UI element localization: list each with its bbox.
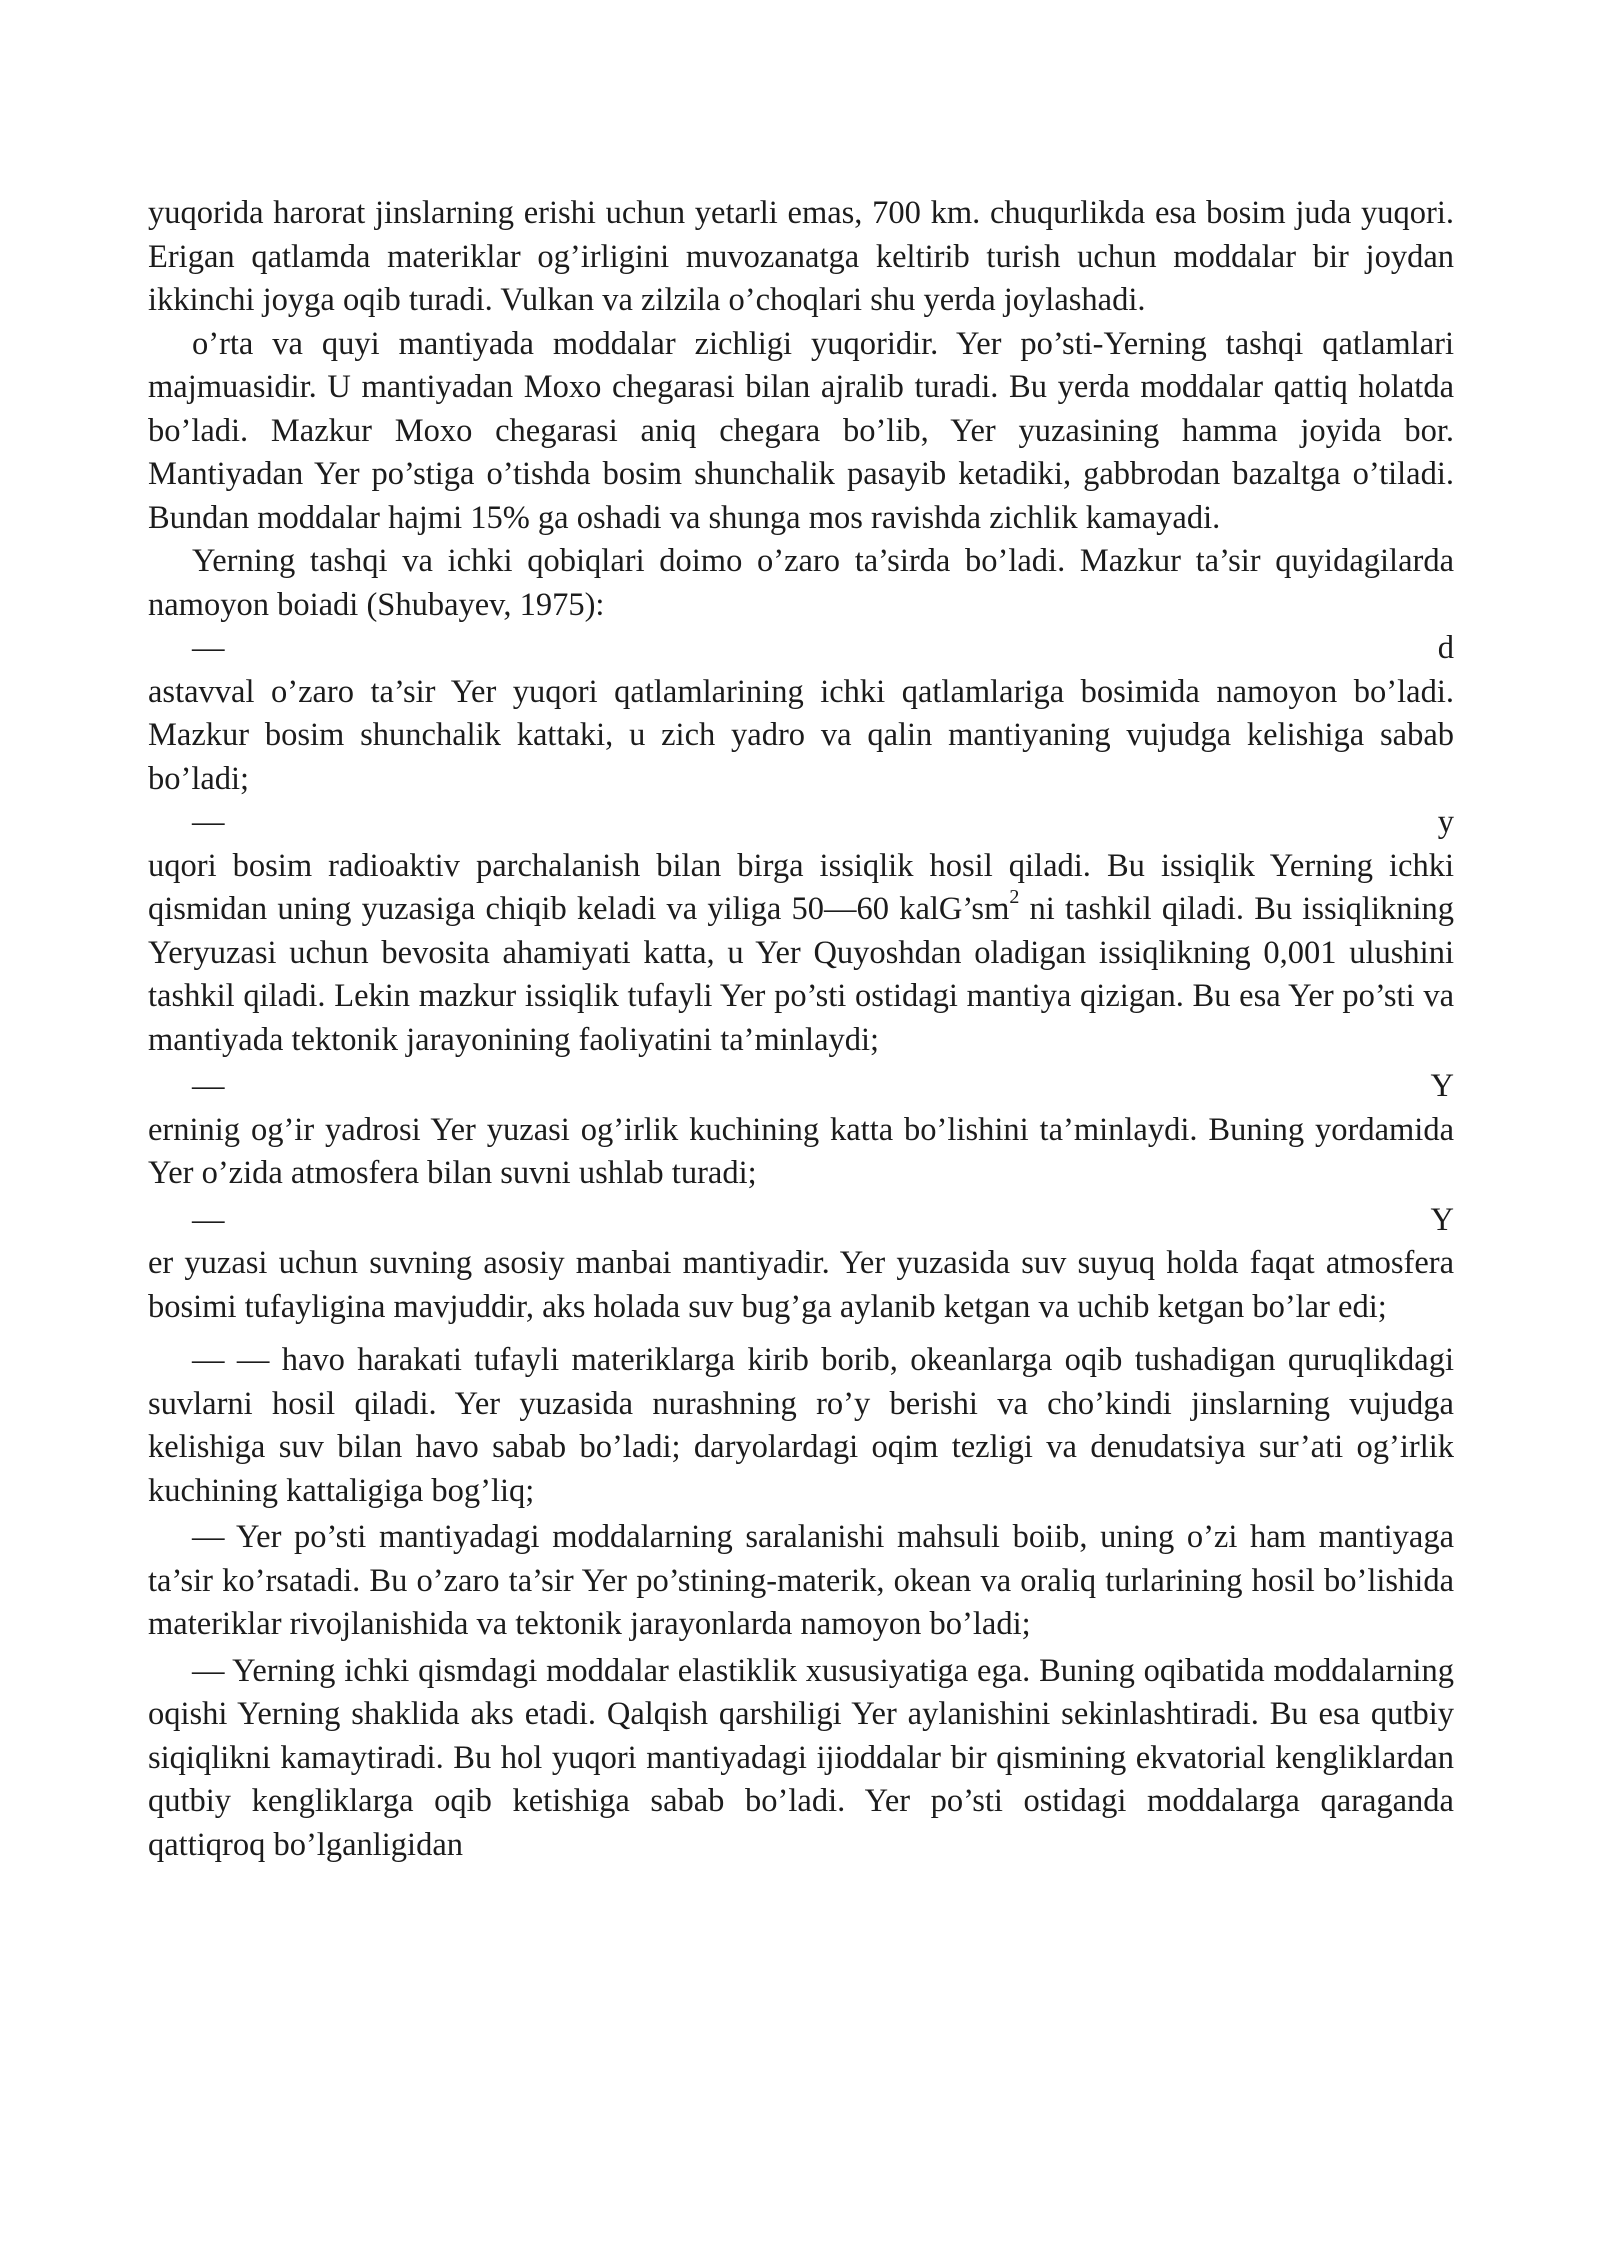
list-item — [148, 1199, 1454, 1330]
list-item-head — [148, 627, 1454, 671]
paragraph-6: — Yerning ichki qismdagi moddalar elastiklik xususiyatiga ega. Buning oqibatida moddalarning oqishi Yerning shaklida aks etadi. Qalqish qarshiligi Yer aylanishini sekinlashtiradi. Bu esa qutbiy siqiqlikni kamaytiradi. Bu hol yuqori mantiyadagi ijioddalar bir qismining ekvatorial kengliklardan qutbiy kengliklarga oqib ketishiga sabab bo’ladi. Yer po’sti ostidagi moddalarga qaraganda qattiqroq bo’lganligidan — [148, 1652, 1454, 1863]
superscript: 2 — [1009, 886, 1020, 909]
list-item-body: er yuzasi uchun suvning asosiy manbai mantiyadir. Yer yuzasida suv suyuq holda faqat atmosfera bosimi tufayligina mavjuddir, aks holada suv bug’ga aylanib ketgan va uchib ketgan bo’lar edi; — [148, 1245, 1454, 1325]
list-item — [148, 627, 1454, 801]
list-item-head — [148, 1065, 1454, 1109]
list-first-letter: y — [1437, 804, 1454, 840]
list-item-head — [148, 801, 1454, 845]
list-first-letter: Y — [1430, 1068, 1454, 1104]
paragraph-1: yuqorida harorat jinslarning erishi uchun yetarli emas, 700 km. chuqurlikda esa bosim juda yuqori. Erigan qatlamda materiklar og’irligini muvozanatga keltirib turish uchun moddalar bir joydan ikkinchi joyga oqib turadi. Vulkan va zilzila o’choqlari shu yerda joylashadi. — [148, 195, 1454, 318]
paragraph-5: — Yer po’sti mantiyadagi moddalarning saralanishi mahsuli boiib, uning o’zi ham mantiyaga ta’sir ko’rsatadi. Bu o’zaro ta’sir Yer po’stining-materik, okean va oraliq turlarining hosil bo’lishida materiklar rivojlanishida va tektonik jarayonlarda namoyon bo’ladi; — [148, 1519, 1454, 1642]
list-item-body — [148, 845, 1454, 1063]
paragraph-4: — — havo harakati tufayli materiklarga kirib borib, okeanlarga oqib tushadigan quruqlikdagi suvlarni hosil qiladi. Yer yuzasida nurashning ro’y berishi va cho’kindi jinslarning vujudga kelishiga suv bilan havo sabab bo’ladi; daryolardagi oqim tezligi va denudatsiya sur’ati og’irlik kuchining kattaligiga bog’liq; — [148, 1342, 1454, 1509]
list-item-text: ni tashkil qiladi. Bu issiqlikning Yeryuzasi uchun bevosita ahamiyati katta, u Yer Quyoshdan oladigan issiqlikning 0,001 ulushini tashkil qiladi. Lekin mazkur issiqlik tufayli Yer po’sti ostidagi mantiya qizigan. Bu esa Yer po’sti va mantiyada tektonik jarayonining faoliyatini ta’minlaydi; — [148, 891, 1454, 1058]
list-dash: — — [192, 804, 225, 840]
document-page — [148, 192, 1454, 1867]
list-first-letter: d — [1437, 630, 1454, 666]
paragraph-3: Yerning tashqi va ichki qobiqlari doimo o’zaro ta’sirda bo’ladi. Mazkur ta’sir quyidagilarda namoyon boiadi (Shubayev, 1975): — [148, 543, 1454, 623]
list-item-body: astavval o’zaro ta’sir Yer yuqori qatlamlarining ichki qatlamlariga bosimida namoyon bo’ladi. Mazkur bosim shunchalik kattaki, u zich yadro va qalin mantiyaning vujudga kelishiga sabab bo’ladi; — [148, 673, 1454, 797]
list-dash: — — [192, 630, 225, 666]
list-item-text: uqori bosim radioaktiv parchalanish bilan birga issiqlik hosil qiladi. Bu issiqlik Yerning ichki qismidan uning yuzasiga chiqib keladi va yiliga 50—60 kalG’sm — [148, 847, 1454, 927]
list-first-letter: Y — [1430, 1201, 1454, 1238]
list-item-body: erninig og’ir yadrosi Yer yuzasi og’irlik kuchining katta bo’lishini ta’minlaydi. Buning yordamida Yer o’zida atmosfera bilan suvni ushlab turadi; — [148, 1111, 1454, 1191]
paragraph-2: o’rta va quyi mantiyada moddalar zichligi yuqoridir. Yer po’sti-Yerning tashqi qatlamlari majmuasidir. U mantiyadan Moxo chegarasi bilan ajralib turadi. Bu yerda moddalar qattiq holatda bo’ladi. Mazkur Moxo chegarasi aniq chegara bo’lib, Yer yuzasining hamma joyida bor. Mantiyadan Yer po’stiga o’tishda bosim shunchalik pasayib ketadiki, gabbrodan bazaltga o’tiladi. Bundan moddalar hajmi 15% ga oshadi va shunga mos ravishda zichlik kamayadi. — [148, 325, 1454, 536]
list-dash: — — [192, 1068, 225, 1104]
list-item — [148, 1065, 1454, 1196]
list-dash: — — [192, 1201, 225, 1238]
list-item-head — [148, 1199, 1454, 1243]
list-item — [148, 801, 1454, 1062]
